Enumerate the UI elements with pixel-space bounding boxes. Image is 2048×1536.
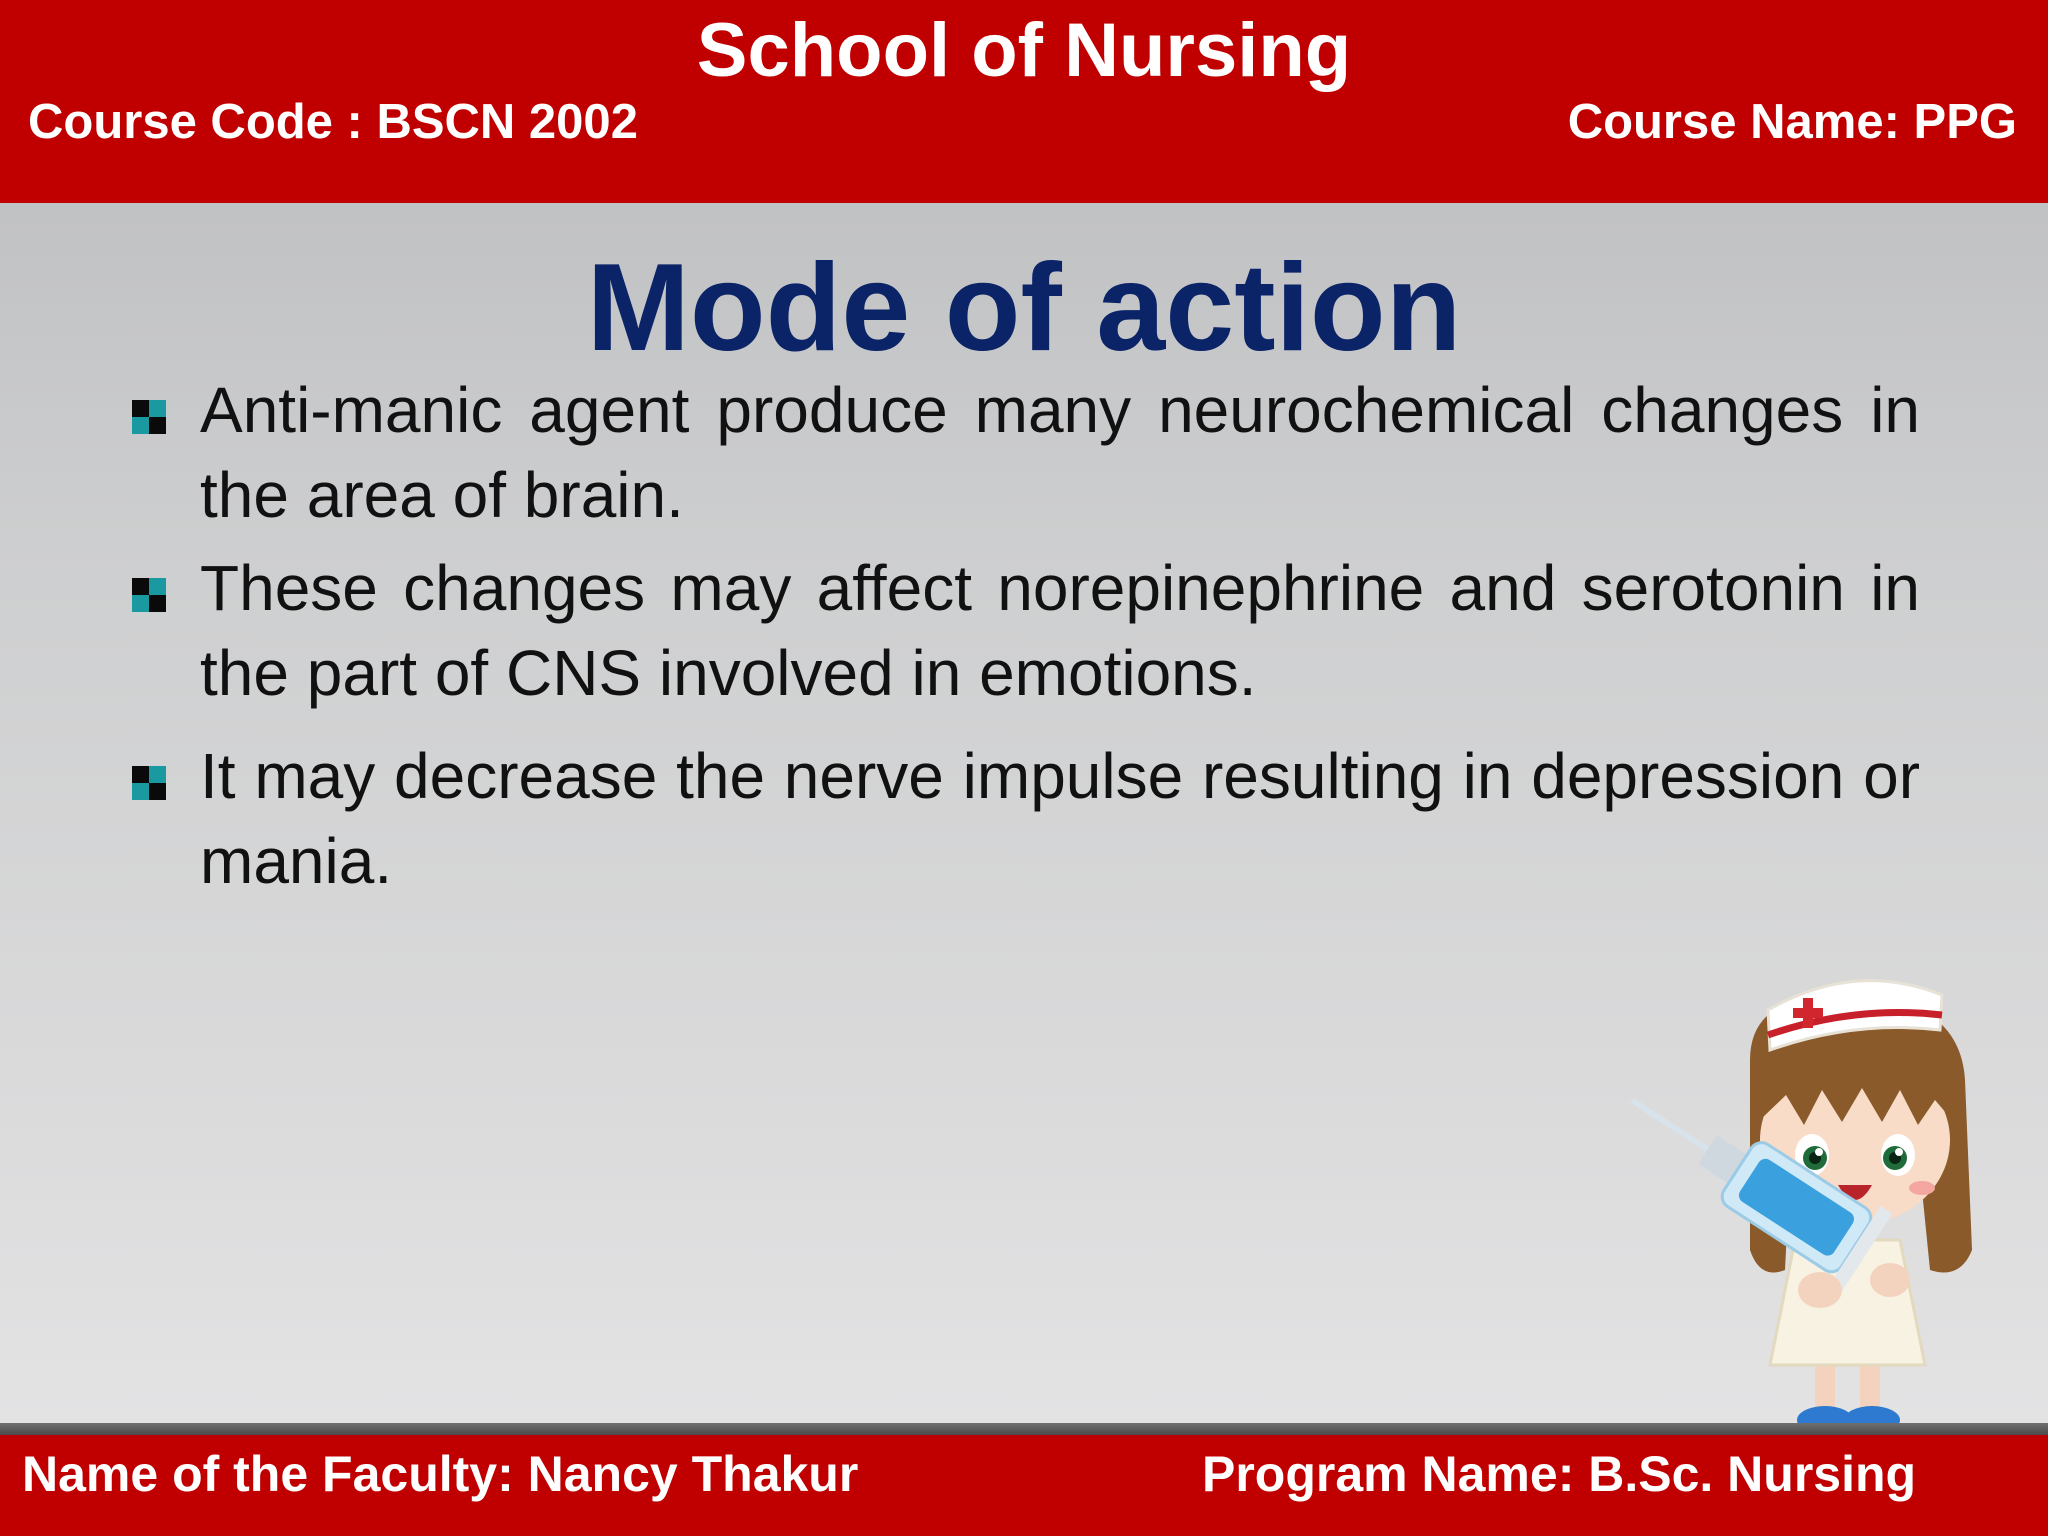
course-name: Course Name: PPG [1567, 95, 2017, 149]
school-title: School of Nursing [696, 8, 1352, 93]
footer-divider [0, 1423, 2048, 1435]
slide-title: Mode of action [586, 239, 1462, 377]
bullet-text: It may decrease the nerve impulse resulting in depression or mania. [200, 740, 1920, 897]
bullet-item [130, 734, 1920, 904]
bullet-text: Anti-manic agent produce many neurochemical changes in the area of brain. [200, 374, 1920, 531]
program-name: Program Name: B.Sc. Nursing [1202, 1446, 1917, 1502]
bullet-text: These changes may affect norepinephrine and serotonin in the part of CNS involved in emotions. [200, 552, 1920, 709]
nurse-mascot-illustration [1600, 950, 2010, 1440]
square-bullet-icon [132, 578, 166, 612]
bullet-list [130, 368, 1920, 904]
bullet-item [130, 546, 1920, 716]
square-bullet-icon [132, 400, 166, 434]
bullet-item [130, 368, 1920, 538]
course-code: Course Code : BSCN 2002 [28, 95, 638, 149]
square-bullet-icon [132, 766, 166, 800]
faculty-name: Name of the Faculty: Nancy Thakur [22, 1446, 859, 1502]
